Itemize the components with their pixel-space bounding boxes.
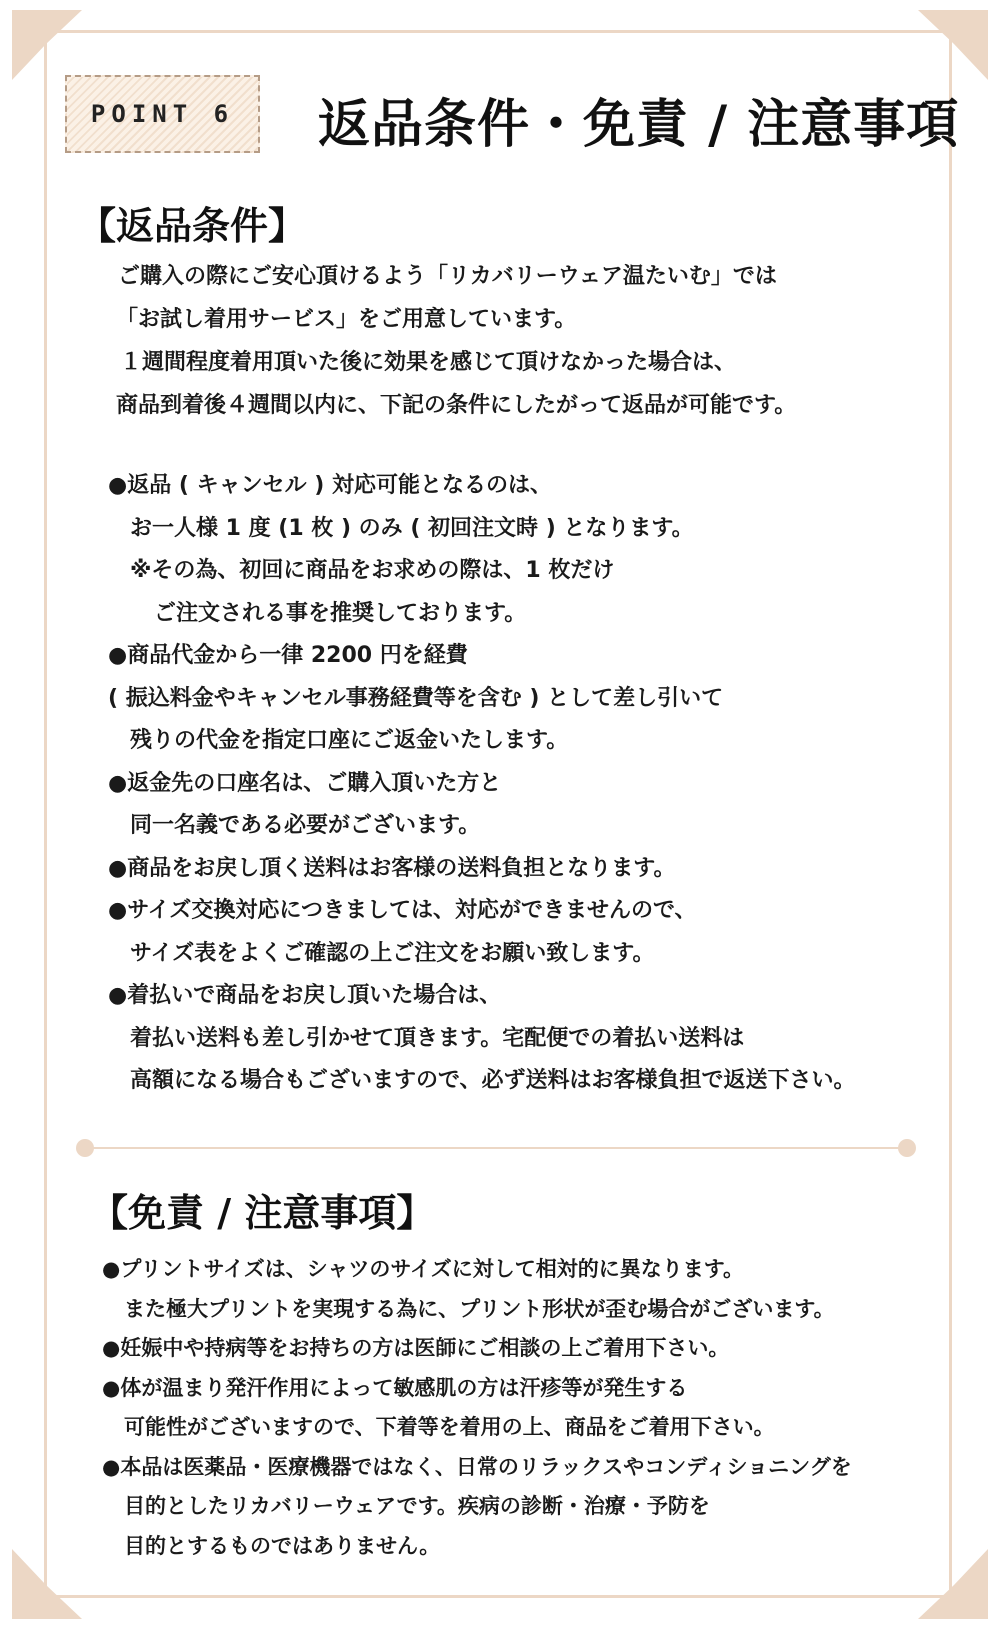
page-title: 返品条件・免責 / 注意事項: [318, 95, 960, 155]
list-item: ●妊娠中や持病等をお持ちの方は医師にご相談の上ご着用下さい。: [102, 1336, 730, 1360]
list-item: ●商品をお戻し頂く送料はお客様の送料負担となります。: [108, 855, 676, 881]
list-item-note: ご注文される事を推奨しております。: [154, 600, 527, 626]
list-item: 目的としたリカバリーウェアです。疾病の診断・治療・予防を: [124, 1494, 710, 1518]
list-item: 目的とするものではありません。: [124, 1533, 441, 1558]
disclaimer-list: [102, 1250, 852, 1566]
list-item: サイズ表をよくご確認の上ご注文をお願い致します。: [130, 940, 655, 966]
list-item: ●着払いで商品をお戻し頂いた場合は、: [108, 983, 502, 1008]
list-item: 高額になる場合もございますので、必ず送料はお客様負担で返送下さい。: [130, 1068, 856, 1093]
point-badge-label: POINT 6: [90, 100, 235, 128]
return-intro: [116, 255, 796, 427]
list-item: ●体が温まり発汗作用によって敏感肌の方は汗疹等が発生する: [102, 1375, 688, 1400]
list-item: お一人様 1 度 (1 枚 ) のみ ( 初回注文時 ) となります。: [130, 515, 694, 541]
list-item: 可能性がございますので、下着等を着用の上、商品をご着用下さい。: [124, 1415, 775, 1439]
list-item: 同一名義である必要がございます。: [130, 813, 481, 838]
list-item: 着払い送料も差し引かせて頂きます。宅配便での着払い送料は: [130, 1025, 745, 1051]
intro-line: １週間程度着用頂いた後に効果を感じて頂けなかった場合は、: [120, 350, 737, 375]
list-item: ●本品は医薬品・医療機器ではなく、日常のリラックスやコンディショニングを: [102, 1454, 852, 1479]
section-divider: [76, 1139, 916, 1157]
list-item: ●返品 ( キャンセル ) 対応可能となるのは、: [108, 473, 552, 498]
disclaimer-section-heading: 【免責 / 注意事項】: [90, 1191, 435, 1235]
intro-line: ご購入の際にご安心頂けるよう「リカバリーウェア温たいむ」では: [118, 264, 777, 289]
list-item: ( 振込料金やキャンセル事務経費等を含む ) として差し引いて: [108, 685, 724, 711]
list-item-note: ※その為、初回に商品をお求めの際は、1 枚だけ: [130, 558, 615, 583]
list-item: ●プリントサイズは、シャツのサイズに対して相対的に異なります。: [102, 1257, 745, 1281]
point-badge: [65, 75, 260, 153]
list-item: また極大プリントを実現する為に、プリント形状が歪む場合がございます。: [124, 1296, 835, 1321]
intro-line: 「お試し着用サービス」をご用意しています。: [116, 307, 577, 332]
list-item: ●商品代金から一律 2200 円を経費: [108, 643, 468, 668]
list-item: ●サイズ交換対応につきましては、対応ができませんので、: [108, 898, 697, 923]
return-conditions-list: [108, 465, 856, 1103]
list-item: 残りの代金を指定口座にご返金いたします。: [130, 728, 569, 753]
intro-line: 商品到着後４週間以内に、下記の条件にしたがって返品が可能です。: [116, 393, 797, 418]
return-section-heading: 【返品条件】: [78, 204, 307, 248]
list-item: ●返金先の口座名は、ご購入頂いた方と: [108, 770, 502, 796]
